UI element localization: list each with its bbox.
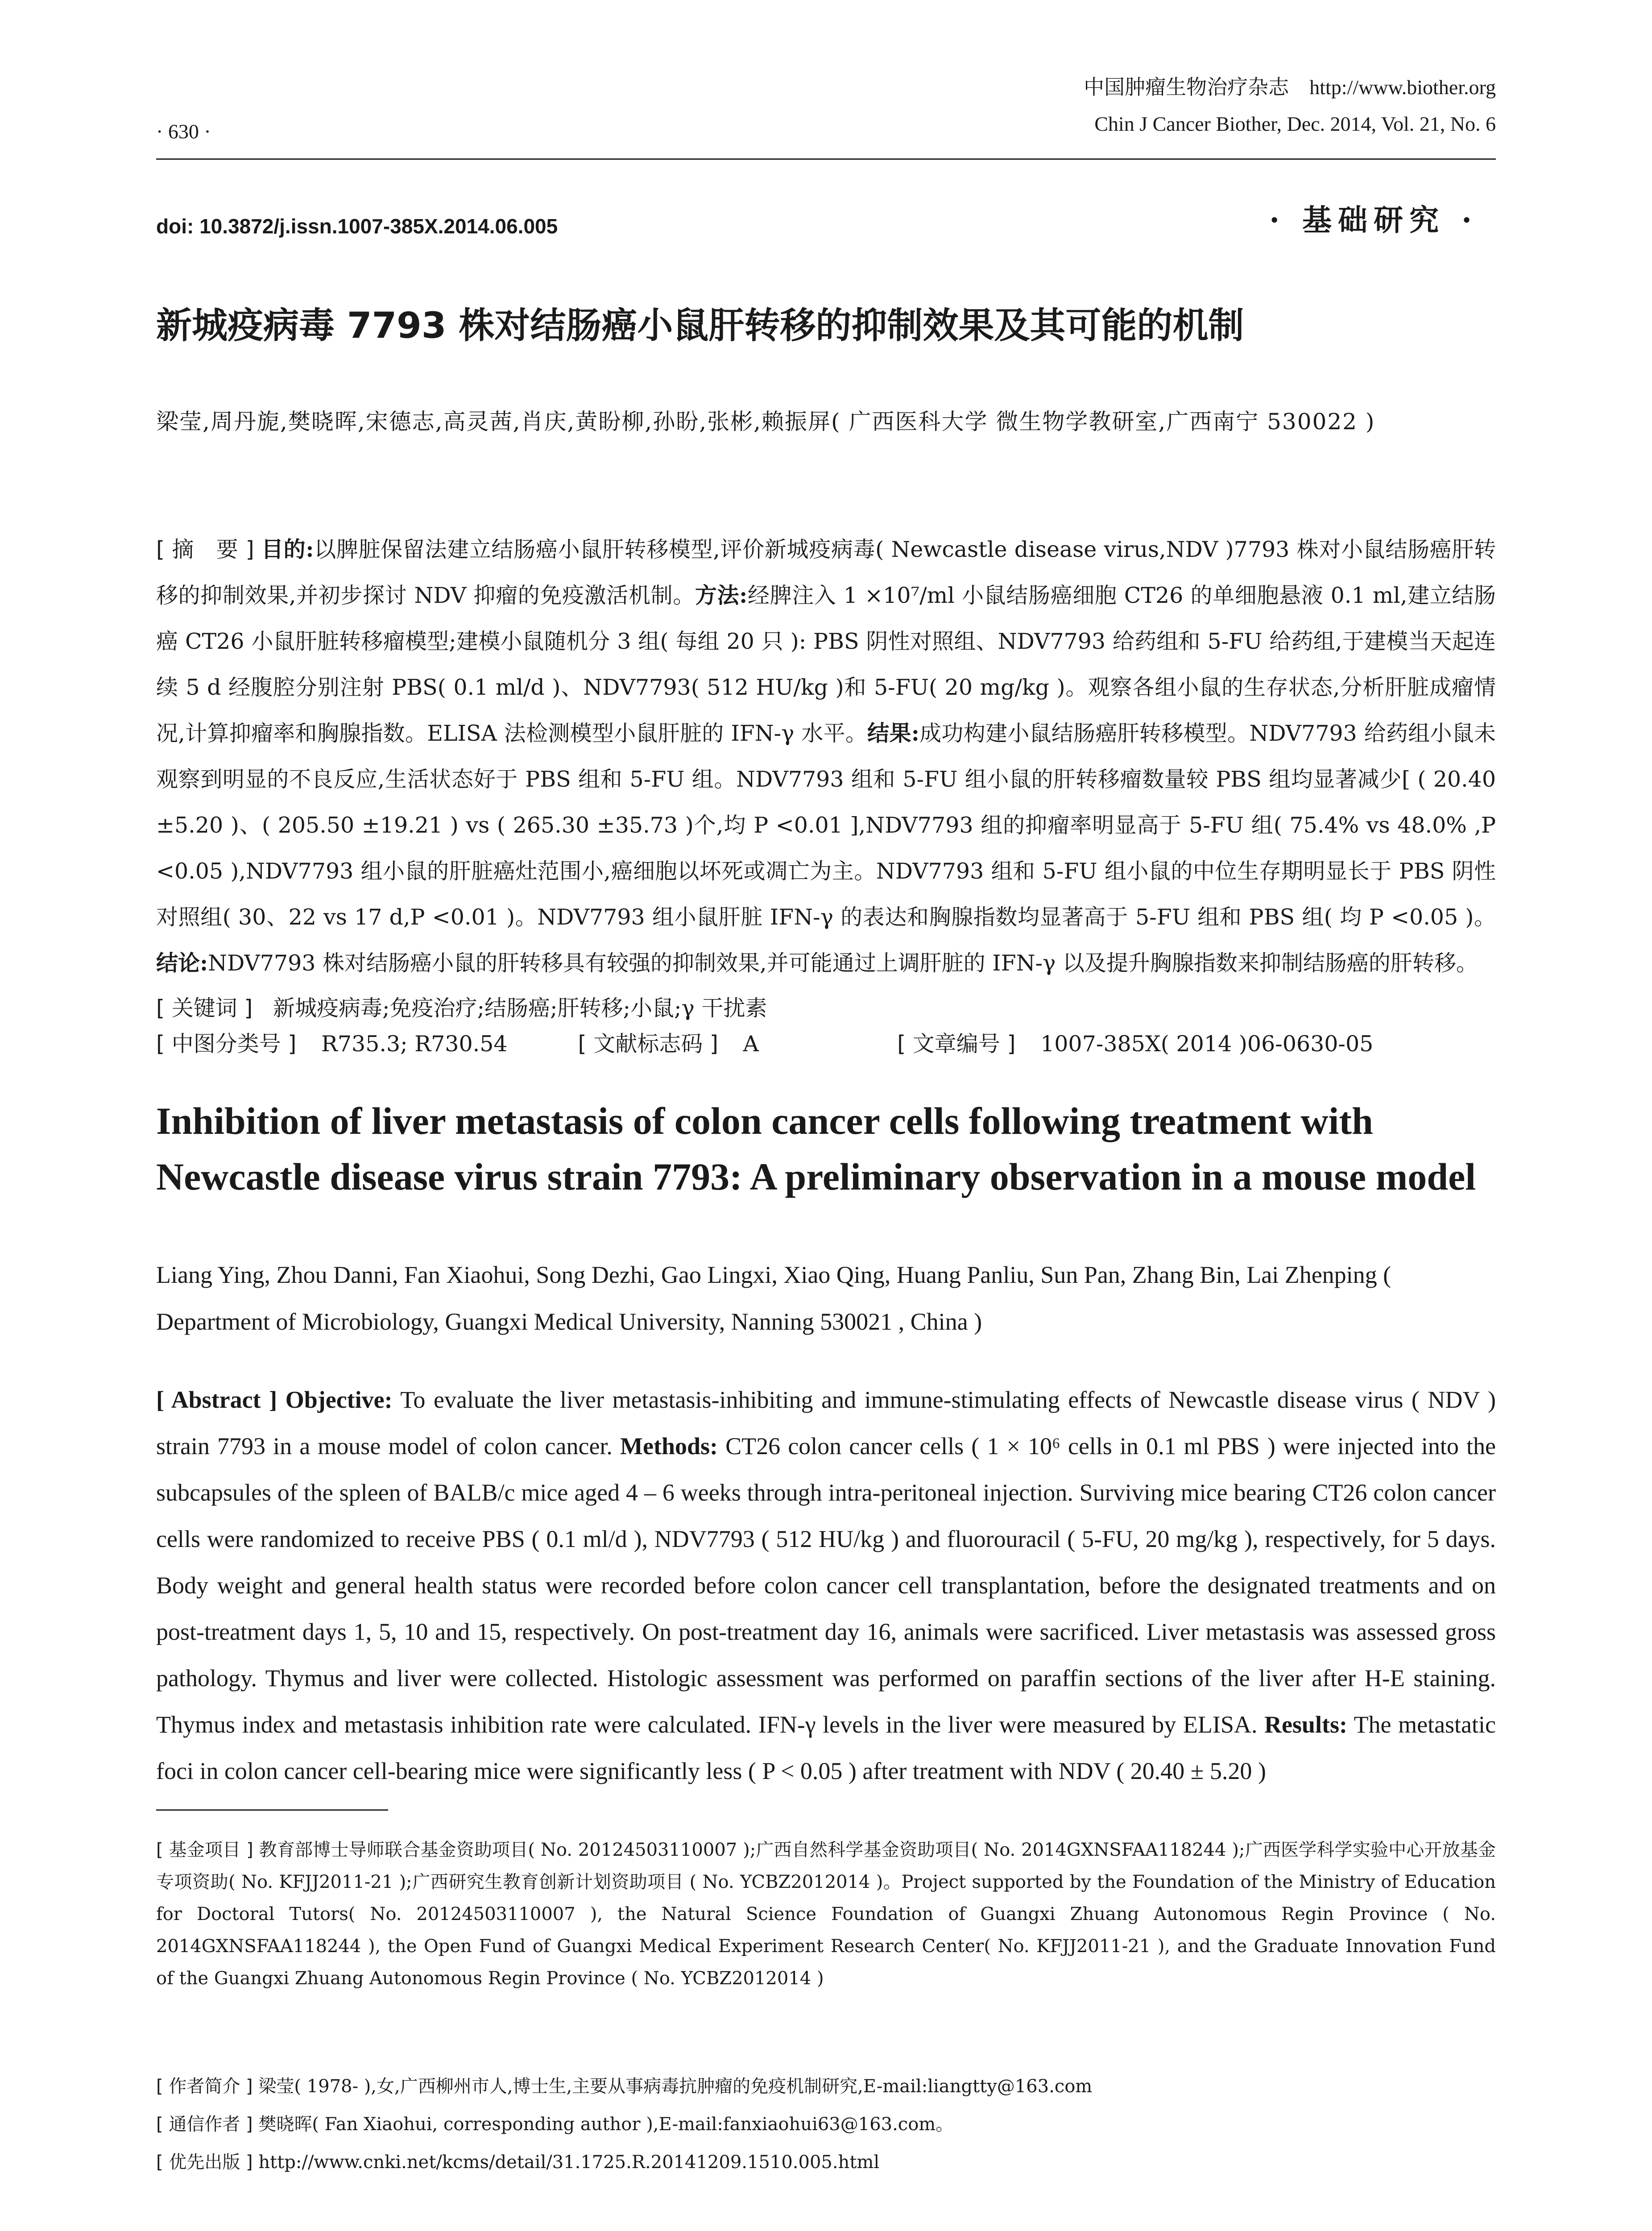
footnote-divider [156, 1809, 388, 1811]
methods-label-cn: 方法: [695, 582, 748, 608]
abstract-en [156, 1377, 1496, 1794]
section-label: · 基础研究 · [1269, 203, 1478, 237]
footnote-online [156, 2146, 1496, 2178]
footnote-fund [156, 1834, 1496, 1995]
methods-cn: 经脾注入 1 ×10⁷/ml 小鼠结肠癌细胞 CT26 的单细胞悬液 0.1 ml,建立结肠癌 CT26 小鼠肝脏转移瘤模型;建模小鼠随机分 3 组( 每组 20 只 ): PBS 阴性对照组、NDV7793 给药组和 5-FU 给药组,于建模当天起连续 5 d 经腹腔分别注射 PBS( 0.1 ml/d )、NDV7793( 512 HU/kg )和 5-FU( 20 mg/kg )。观察各组小鼠的生存状态,分析肝脏成瘤情况,计算抑瘤率和胸腺指数。ELISA 法检测模型小鼠肝脏的 IFN-γ 水平。 [156, 583, 1496, 746]
running-header [737, 69, 1496, 142]
corresponding-text: 樊晓晖( Fan Xiaohui, corresponding author ),E-mail:fanxiaohui63@163.com。 [258, 2114, 954, 2135]
abstract-cn [156, 527, 1496, 986]
objective-label-cn: 目的: [261, 536, 314, 562]
footnote-corresponding [156, 2108, 1496, 2140]
fund-label: [ 基金项目 ] [156, 1840, 253, 1860]
objective-cn: 以脾脏保留法建立结肠癌小鼠肝转移模型,评价新城疫病毒( Newcastle disease virus,NDV )7793 株对小鼠结肠癌肝转移的抑制效果,并初步探讨 NDV 抑瘤的免疫激活机制。 [156, 537, 1496, 608]
objective-en: To evaluate the liver metastasis-inhibiting and immune-stimulating effects of Newcastle disease virus ( NDV ) strain 7793 in a mouse model of colon cancer. [156, 1386, 1496, 1460]
clc-value: R735.3; R730.54 [321, 1031, 508, 1057]
header-divider [156, 158, 1496, 160]
title-en: Inhibition of liver metastasis of colon cancer cells following treatment with Newcastle disease virus strain 7793: A preliminary observation in a mouse model [156, 1099, 1476, 1198]
clc-label: [ 中图分类号 ] [156, 1031, 297, 1057]
results-label-en: Results: [1264, 1711, 1347, 1738]
journal-citation: Chin J Cancer Biother, Dec. 2014, Vol. 21, No. 6 [1094, 112, 1496, 135]
doi[interactable]: doi: 10.3872/j.issn.1007-385X.2014.06.005 [156, 215, 558, 238]
results-en: The metastatic foci in colon cancer cell-bearing mice were significantly less ( P < 0.05 ) after treatment with NDV ( 20.40 ± 5.20 ) [156, 1711, 1496, 1784]
doc-code-label: [ 文献标志码 ] [578, 1031, 718, 1057]
fund-text: 教育部博士导师联合基金资助项目( No. 20124503110007 );广西自然科学基金资助项目( No. 2014GXNSFAA118244 );广西医学科学实验中心开放基金专项资助( No. KFJJ2011-21 );广西研究生教育创新计划资助项目 ( No. YCBZ2012014 )。Project supported by the Foundation of the Ministry of Education for Doctoral Tutors( No. 20124503110007 ), the Natural Science Foundation of Guangxi Zhuang Autonomous Regin Province ( No. 2014GXNSFAA118244 ), the Open Fund of Guangxi Medical Experiment Research Center( No. KFJJ2011-21 ), and the Graduate Innovation Fund of the Guangxi Zhuang Autonomous Regin Province ( No. YCBZ2012014 ) [156, 1840, 1496, 1989]
classification-row [156, 1022, 1496, 1066]
methods-en: CT26 colon cancer cells ( 1 × 10⁶ cells in 0.1 ml PBS ) were injected into the subcapsules of the spleen of BALB/c mice aged 4 – 6 weeks through intra-peritoneal injection. Surviving mice bearing CT26 colon cancer cells were randomized to receive PBS ( 0.1 ml/d ), NDV7793 ( 512 HU/kg ) and fluorouracil ( 5-FU, 20 mg/kg ), respectively, for 5 days. Body weight and general health status were recorded before colon cancer cell transplantation, before the designated treatments and on post-treatment days 1, 5, 10 and 15, respectively. On post-treatment day 16, animals were sacrificed. Liver metastasis was assessed gross pathology. Thymus and liver were collected. Histologic assessment was performed on paraffin sections of the liver after H-E staining. Thymus index and metastasis inhibition rate were calculated. IFN-γ levels in the liver were measured by ELISA. [156, 1433, 1496, 1738]
author-intro-text: 梁莹( 1978- ),女,广西柳州市人,博士生,主要从事病毒抗肿瘤的免疫机制研究,E-mail:liangtty@163.com [258, 2076, 1093, 2097]
conclusion-label-cn: 结论: [156, 950, 208, 976]
author-intro-label: [ 作者简介 ] [156, 2076, 253, 2097]
results-cn: 成功构建小鼠结肠癌肝转移模型。NDV7793 给药组小鼠未观察到明显的不良反应,生活状态好于 PBS 组和 5-FU 组。NDV7793 组和 5-FU 组小鼠的肝转移瘤数量较 PBS 组均显著减少[ ( 20.40 ±5.20 )、( 205.50 ±19.21 ) vs ( 265.30 ±35.73 )个,均 P <0.01 ],NDV7793 组的抑瘤率明显高于 5-FU 组( 75.4% vs 48.0% ,P <0.05 ),NDV7793 组小鼠的肝脏癌灶范围小,癌细胞以坏死或凋亡为主。NDV7793 组和 5-FU 组小鼠的中位生存期明显长于 PBS 阴性对照组( 30、22 vs 17 d,P <0.01 )。NDV7793 组小鼠肝脏 IFN-γ 的表达和胸腺指数均显著高于 5-FU 组和 PBS 组( 均 P <0.05 )。 [156, 721, 1496, 930]
footnote-author [156, 2070, 1496, 2102]
online-link[interactable]: http://www.cnki.net/kcms/detail/31.1725.R.20141209.1510.005.html [258, 2152, 880, 2173]
keywords-text: 新城疫病毒;免疫治疗;结肠癌;肝转移;小鼠;γ 干扰素 [273, 995, 767, 1021]
journal-url[interactable]: http://www.biother.org [1309, 76, 1496, 99]
title-cn: 新城疫病毒 7793 株对结肠癌小鼠肝转移的抑制效果及其可能的机制 [156, 305, 1244, 346]
page-number: · 630 · [156, 120, 211, 143]
online-label: [ 优先出版 ] [156, 2152, 253, 2173]
keywords-label: [ 关键词 ] [156, 995, 253, 1021]
journal-name-cn: 中国肿瘤生物治疗杂志 [1084, 76, 1289, 99]
abstract-en-label: [ Abstract ] [156, 1386, 277, 1413]
objective-label-en: Objective: [285, 1386, 393, 1413]
authors-en: Liang Ying, Zhou Danni, Fan Xiaohui, Song Dezhi, Gao Lingxi, Xiao Qing, Huang Panliu, Sun Pan, Zhang Bin, Lai Zhenping ( Department of Microbiology, Guangxi Medical University, Nanning 530021 , China ) [156, 1261, 1391, 1335]
methods-label-en: Methods: [620, 1433, 718, 1460]
authors-cn: 梁莹,周丹旎,樊晓晖,宋德志,高灵茜,肖庆,黄盼柳,孙盼,张彬,赖振屏( 广西医科大学 微生物学教研室,广西南宁 530022 ) [156, 409, 1375, 435]
article-no-label: [ 文章编号 ] [897, 1031, 1016, 1057]
abstract-cn-label: [ 摘 要 ] [156, 537, 254, 562]
conclusion-cn: NDV7793 株对结肠癌小鼠的肝转移具有较强的抑制效果,并可能通过上调肝脏的 IFN-γ 以及提升胸腺指数来抑制结肠癌的肝转移。 [208, 950, 1478, 976]
article-no-value: 1007-385X( 2014 )06-0630-05 [1040, 1031, 1374, 1057]
results-label-cn: 结果: [867, 720, 919, 746]
corresponding-label: [ 通信作者 ] [156, 2114, 253, 2135]
doc-code-value: A [743, 1031, 759, 1057]
